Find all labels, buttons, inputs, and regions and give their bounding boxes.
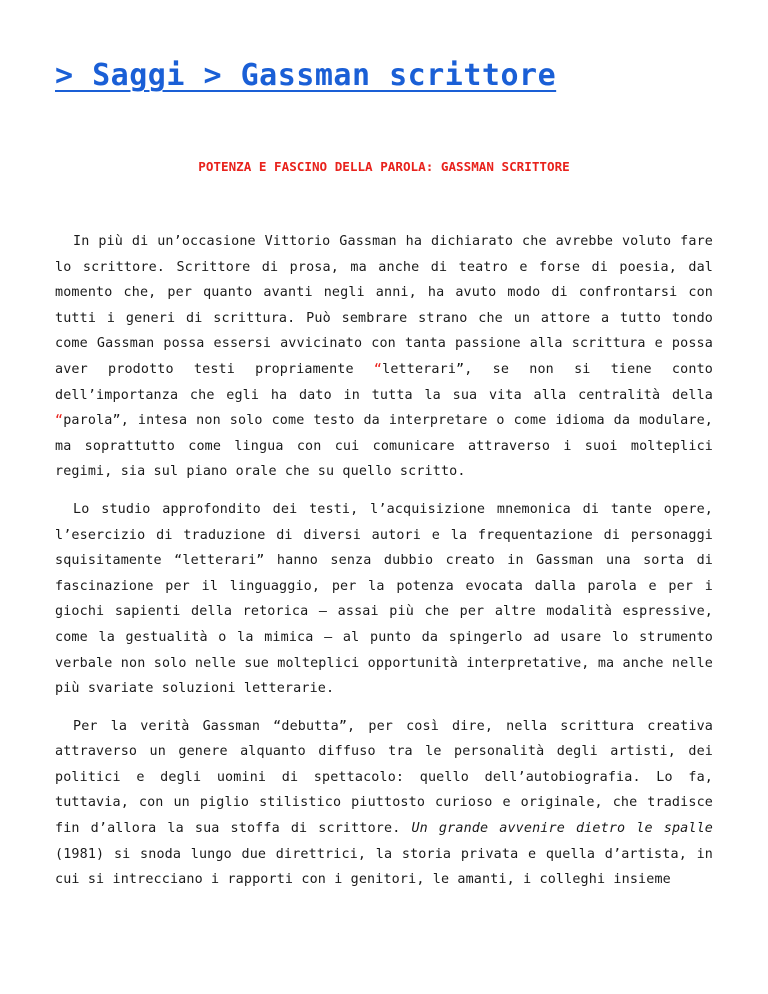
paragraph-1-part-c: parola”, intesa non solo come testo da interpretare o come idioma da modulare, ma soprattutto come lingua con cui comunicare attraverso i suoi molteplici regimi, sia sul piano orale che su quello scritto. [55, 413, 713, 480]
paragraph-3-part-b: (1981) si snoda lungo due direttrici, la storia privata e quella d’artista, in cui si intrecciano i rapporti con i genitori, le amanti, i colleghi insieme [55, 846, 713, 888]
breadcrumb [55, 56, 713, 96]
red-quote-mark: “ [373, 361, 383, 377]
article-body [55, 229, 713, 893]
paragraph-2: Lo studio approfondito dei testi, l’acquisizione mnemonica di tante opere, l’esercizio di traduzione di diversi autori e la frequentazione di personaggi squisitamente “letterari” hanno senza dubbio creato in Gassman una sorta di fascinazione per il linguaggio, per la potenza evocata dalla parola e per i giochi sapienti della retorica – assai più che per altre modalità espressive, come la gestualità o la mimica – al punto da spingerlo ad usare lo strumento verbale non solo nelle sue molteplici opportunità interpretative, ma anche nelle più svariate soluzioni letterarie. [55, 501, 713, 697]
paragraph-3-part-a: Per la verità Gassman “debutta”, per così dire, nella scrittura creativa attraverso un genere alquanto diffuso tra le personalità degli artisti, dei politici e degli uomini di spettacolo: quello dell’autobiografia. Lo fa, tuttavia, con un piglio stilistico piuttosto curioso e originale, che tradisce fin d’allora la sua stoffa di scrittore. [55, 718, 713, 837]
article-subtitle: POTENZA E FASCINO DELLA PAROLA: GASSMAN SCRITTORE [198, 159, 570, 174]
paragraph-1-part-b: letterari”, se non si tiene conto dell’importanza che egli ha dato in tutta la sua vita alla centralità della [55, 361, 713, 403]
paragraph-1 [55, 229, 713, 485]
article-page [55, 0, 713, 905]
book-title: Un grande avvenire dietro le spalle [411, 821, 714, 837]
breadcrumb-link[interactable]: > Saggi > Gassman scrittore [55, 58, 557, 93]
paragraph-1-part-a: In più di un’occasione Vittorio Gassman ha dichiarato che avrebbe voluto fare lo scrittore. Scrittore di prosa, ma anche di teatro e forse di poesia, dal momento che, per quanto avanti negli anni, ha avuto modo di confrontarsi con tutti i generi di scrittura. Può sembrare strano che un attore a tutto tondo come Gassman possa essersi avvicinato con tanta passione alla scrittura e possa aver prodotto testi propriamente [55, 234, 713, 377]
red-quote-mark: “ [55, 413, 64, 429]
paragraph-3 [55, 714, 713, 893]
